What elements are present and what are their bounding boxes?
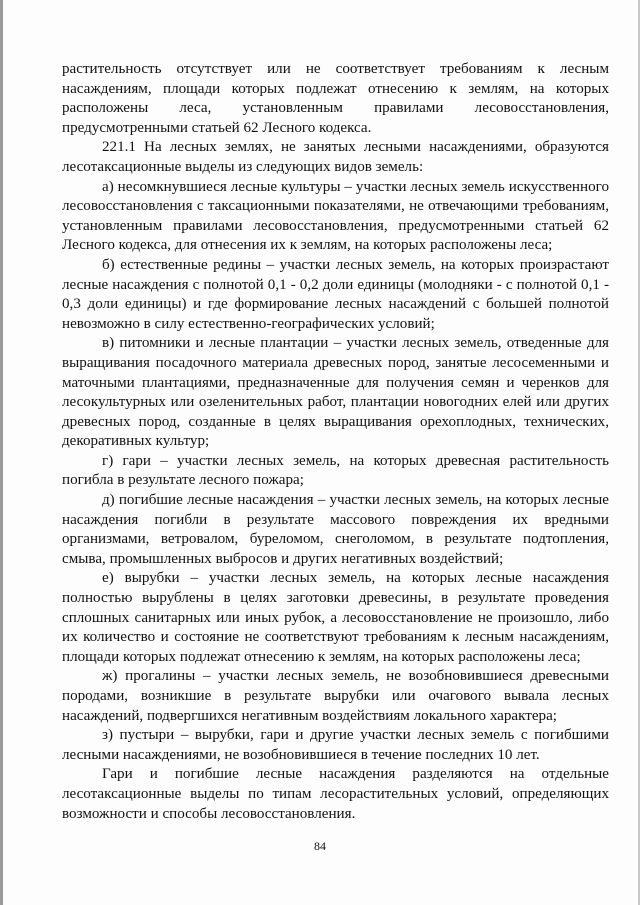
list-item-g: г) гари – участки лесных земель, на которых древесная растительность погибла в результате лесного пожара; [62, 452, 609, 489]
list-item-b: б) естественные редины – участки лесных земель, на которых произрастают лесные насаждения с полнотой 0,1 - 0,2 доли единицы (молодняки - с полнотой 0,1 - 0,3 доли единицы) и где формирование лесных насаждений с большей полнотой невозможно в силу естественно-географических условий; [62, 256, 609, 332]
list-item-a: а) несомкнувшиеся лесные культуры – участки лесных земель искусственного лесовосстановления с таксационными показателями, не отвечающими требованиям, установленным правилами лесовосстановления, предусмотренными статьей 62 Лесного кодекса, для отнесения их к землям, на которых расположены леса; [62, 178, 609, 254]
list-item-d: д) погибшие лесные насаждения – участки лесных земель, на которых лесные насаждения погибли в результате массового повреждения их вредными организмами, ветровалом, буреломом, снеголомом, в результате подтопления, смыва, промышленных выбросов и других негативных воздействий; [62, 492, 609, 567]
page-number: 84 [314, 839, 326, 853]
scan-left-edge [0, 0, 3, 905]
document-body [62, 60, 609, 824]
paragraph-continuation: растительность отсутствует или не соответствует требованиям к лесным насаждениям, площади которых подлежат отнесению к землям, на которых расположены леса, установленным правилами лесовосстановления, предусмотренными статьей 62 Лесного кодекса. [62, 61, 609, 136]
list-item-v: в) питомники и лесные плантации – участки лесных земель, отведенные для выращивания посадочного материала древесных пород, занятые лесосеменными и маточными плантациями, предназначенные для получения семян и черенков для лесокультурных или озеленительных работ, плантации новогодних елей или других древесных пород, созданные в целях выращивания орехоплодных, технических, декоративных культур; [62, 335, 609, 450]
paragraph-section-221-1: 221.1 На лесных землях, не занятых лесными насаждениями, образуются лесотаксационные выделы из следующих видов земель: [62, 139, 609, 175]
paragraph-closing: Гари и погибшие лесные насаждения разделяются на отдельные лесотаксационные выделы по типам лесорастительных условий, определяющих возможности и способы лесовосстановления. [62, 766, 609, 822]
list-item-zh: ж) прогалины – участки лесных земель, не возобновившиеся древесными породами, возникшие в результате вырубки или очагового вывала лесных насаждений, подвергшихся негативным воздействиям локального характера; [62, 668, 609, 724]
list-item-z: з) пустыри – вырубки, гари и другие участки лесных земель с погибшими лесными насаждениями, не возобновившиеся в течение последних 10 лет. [62, 727, 609, 763]
list-item-e: е) вырубки – участки лесных земель, на которых лесные насаждения полностью вырублены в целях заготовки древесины, в результате проведения сплошных санитарных или иных рубок, а лесовосстановление не произошло, либо их количество и состояние не соответствуют требованиям к лесным насаждениям, площади которых подлежат отнесению к землям, на которых расположены леса; [62, 570, 609, 665]
